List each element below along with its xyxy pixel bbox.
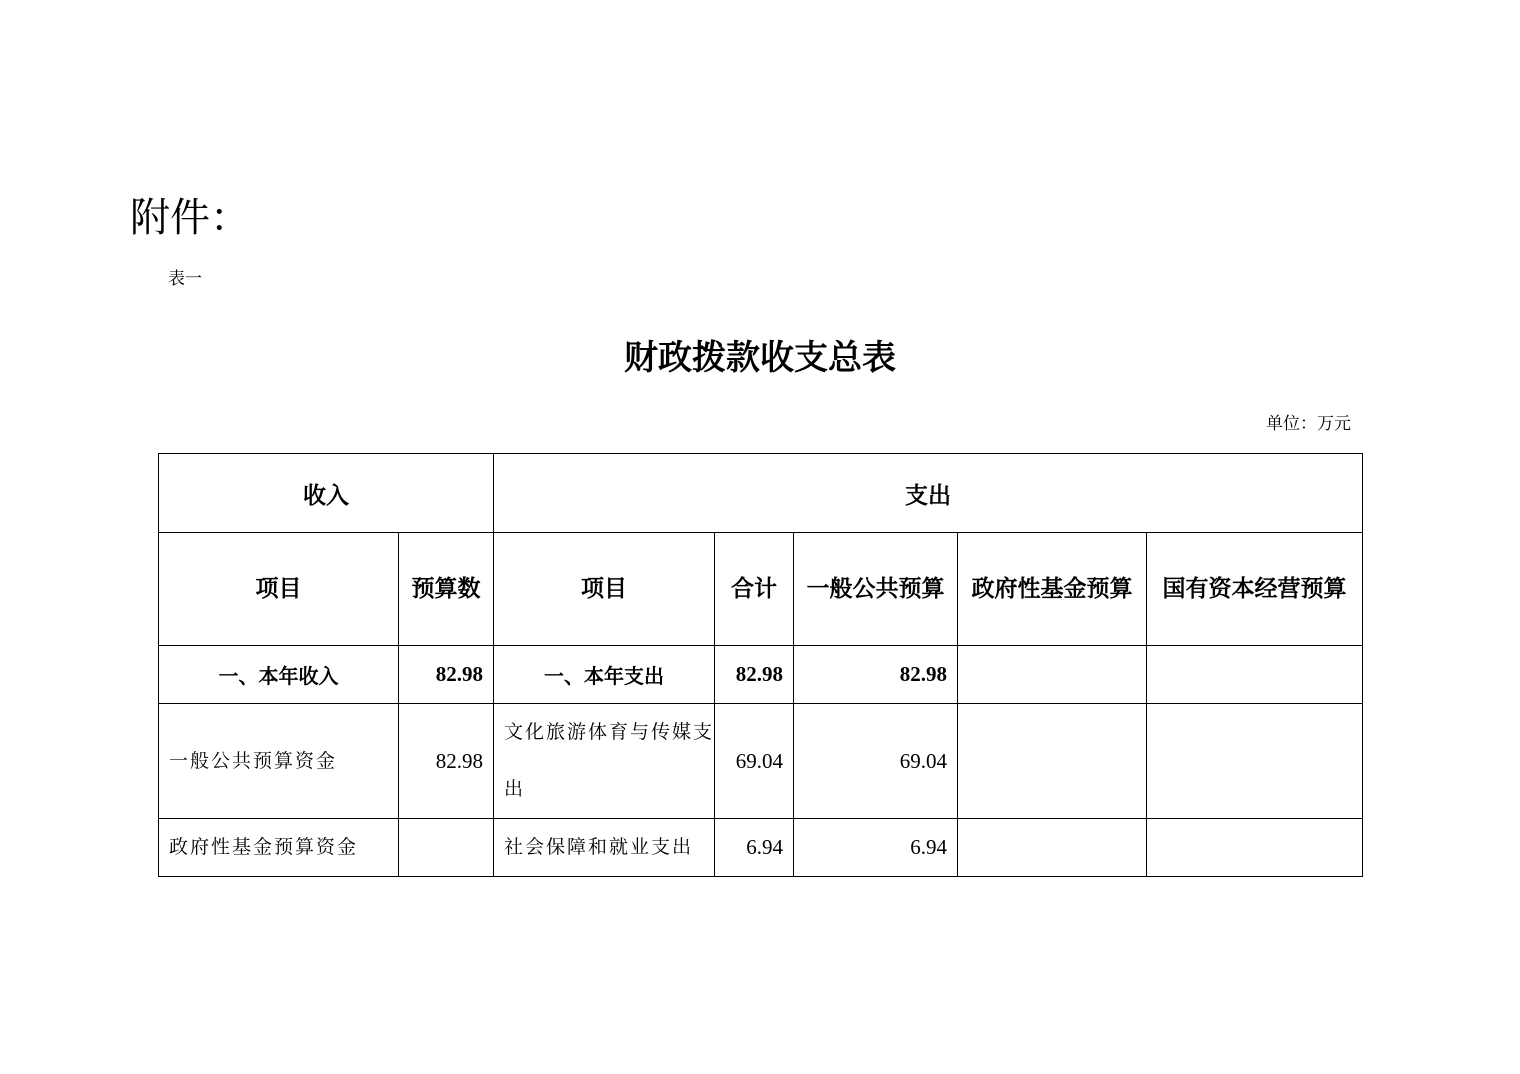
income-budget-header: 预算数 — [399, 533, 494, 646]
general-public-budget-cell: 69.04 — [794, 704, 958, 819]
income-item-cell: 政府性基金预算资金 — [159, 819, 399, 877]
section-header-row — [159, 454, 1363, 533]
income-section-header: 收入 — [159, 454, 494, 533]
government-fund-budget-cell — [958, 819, 1147, 877]
total-header: 合计 — [715, 533, 794, 646]
state-capital-budget-cell — [1147, 819, 1363, 877]
table-row — [159, 819, 1363, 877]
general-public-budget-header: 一般公共预算 — [794, 533, 958, 646]
general-public-budget-cell: 6.94 — [794, 819, 958, 877]
income-budget-cell: 82.98 — [399, 646, 494, 704]
government-fund-budget-header: 政府性基金预算 — [958, 533, 1147, 646]
total-cell: 82.98 — [715, 646, 794, 704]
expense-section-header: 支出 — [494, 454, 1363, 533]
expense-item-cell: 一、本年支出 — [494, 646, 715, 704]
page-title: 财政拨款收支总表 — [624, 338, 896, 378]
state-capital-budget-cell — [1147, 704, 1363, 819]
income-budget-cell — [399, 819, 494, 877]
government-fund-budget-cell — [958, 704, 1147, 819]
general-public-budget-cell: 82.98 — [794, 646, 958, 704]
income-item-cell: 一、本年收入 — [159, 646, 399, 704]
total-cell: 69.04 — [715, 704, 794, 819]
income-item-header: 项目 — [159, 533, 399, 646]
expense-item-header: 项目 — [494, 533, 715, 646]
fiscal-summary-table — [158, 453, 1363, 877]
income-item-cell: 一般公共预算资金 — [159, 704, 399, 819]
table-row — [159, 646, 1363, 704]
attachment-heading: 附件： — [130, 195, 250, 241]
column-header-row — [159, 533, 1363, 646]
total-cell: 6.94 — [715, 819, 794, 877]
state-capital-budget-header: 国有资本经营预算 — [1147, 533, 1363, 646]
table-row — [159, 704, 1363, 819]
state-capital-budget-cell — [1147, 646, 1363, 704]
expense-item-cell: 文化旅游体育与传媒支出 — [494, 704, 715, 819]
expense-item-cell: 社会保障和就业支出 — [494, 819, 715, 877]
government-fund-budget-cell — [958, 646, 1147, 704]
income-budget-cell: 82.98 — [399, 704, 494, 819]
unit-label: 单位：万元 — [1266, 414, 1351, 434]
table-label: 表一 — [168, 269, 202, 289]
